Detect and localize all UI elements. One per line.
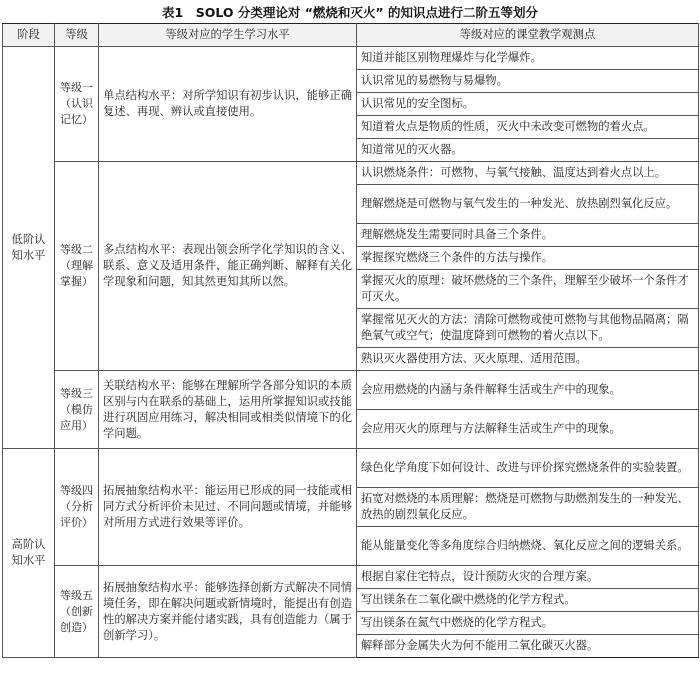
observation-point: 根据自家住宅特点，设计预防火灾的合理方案。 [357, 566, 699, 589]
observation-point: 能从能量变化等多角度综合归纳燃烧、氧化反应之间的逻辑关系。 [357, 527, 699, 566]
level-desc-4: 拓展抽象结构水平：能运用已形成的同一技能或相同方式分析评价未见过、不同问题或情境，并能够对所用方式进行效果等评价。 [99, 449, 357, 566]
level-cell-1: 等级一（认识记忆） [55, 47, 99, 162]
observation-point: 会应用燃烧的内涵与条件解释生活或生产中的现象。 [357, 371, 699, 410]
level-desc-3: 关联结构水平：能够在理解所学各部分知识的本质区别与内在联系的基础上，运用所掌握知识或技能进行巩固应用练习，解决相同或相类似情境下的化学问题。 [99, 371, 357, 449]
observation-point: 写出镁条在氮气中燃烧的化学方程式。 [357, 612, 699, 635]
level-desc-2: 多点结构水平：表现出领会所学化学知识的含义、联系、意义及适用条件，能正确判断、解释有关化学现象和问题，知其然更知其所以然。 [99, 162, 357, 371]
observation-point: 知道着火点是物质的性质，灭火中未改变可燃物的着火点。 [357, 116, 699, 139]
level-cell-4: 等级四（分析评价） [55, 449, 99, 566]
observation-point: 熟识灭火器使用方法、灭火原理、适用范围。 [357, 348, 699, 371]
stage-cell-high: 高阶认知水平 [3, 449, 55, 658]
observation-point: 掌握探究燃烧三个条件的方法与操作。 [357, 247, 699, 270]
observation-point: 写出镁条在二氧化碳中燃烧的化学方程式。 [357, 589, 699, 612]
observation-point: 会应用灭火的原理与方法解释生活或生产中的现象。 [357, 410, 699, 449]
table-row [3, 566, 699, 589]
header-stage: 阶段 [3, 24, 55, 47]
solo-classification-table [2, 23, 699, 658]
header-row [3, 24, 699, 47]
level-desc-5: 拓展抽象结构水平：能够选择创新方式解决不同情境任务，即在解决问题或新情境时，能提出有创造性的解决方案并能付诸实践，具有创造能力（属于创新学习）。 [99, 566, 357, 658]
table-title: 表1 SOLO 分类理论对 “燃烧和灭火” 的知识点进行二阶五等划分 [162, 5, 538, 20]
observation-point: 拓宽对燃烧的本质理解：燃烧是可燃物与助燃剂发生的一种发光、放热的剧烈氧化反应。 [357, 488, 699, 527]
observation-point: 掌握常见灭火的方法：清除可燃物或使可燃物与其他物品隔离；隔绝氧气或空气；使温度降到可燃物的着火点以下。 [357, 309, 699, 348]
observation-point: 绿色化学角度下如何设计、改进与评价探究燃烧条件的实验装置。 [357, 449, 699, 488]
observation-point: 知道常见的灭火器。 [357, 139, 699, 162]
observation-point: 解释部分金属失火为何不能用二氧化碳灭火器。 [357, 635, 699, 658]
observation-point: 认识常见的安全图标。 [357, 93, 699, 116]
header-observation-point: 等级对应的课堂教学观测点 [357, 24, 699, 47]
observation-point: 理解燃烧是可燃物与氧气发生的一种发光、放热剧烈氧化反应。 [357, 185, 699, 224]
observation-point: 认识常见的易燃物与易爆物。 [357, 70, 699, 93]
level-cell-3: 等级三（模仿应用） [55, 371, 99, 449]
stage-cell-low: 低阶认知水平 [3, 47, 55, 449]
observation-point: 理解燃烧发生需要同时具备三个条件。 [357, 224, 699, 247]
level-cell-5: 等级五（创新创造） [55, 566, 99, 658]
observation-point: 掌握灭火的原理：破坏燃烧的三个条件，理解至少破坏一个条件才可灭火。 [357, 270, 699, 309]
table-row [3, 47, 699, 70]
level-desc-1: 单点结构水平：对所学知识有初步认识，能够正确复述、再现、辨认或直接使用。 [99, 47, 357, 162]
table-row [3, 371, 699, 410]
observation-point: 知道并能区别物理爆炸与化学爆炸。 [357, 47, 699, 70]
header-student-level: 等级对应的学生学习水平 [99, 24, 357, 47]
table-row [3, 449, 699, 488]
header-level: 等级 [55, 24, 99, 47]
observation-point: 认识燃烧条件：可燃物、与氧气接触、温度达到着火点以上。 [357, 162, 699, 185]
level-cell-2: 等级二（理解掌握） [55, 162, 99, 371]
table-row [3, 162, 699, 185]
